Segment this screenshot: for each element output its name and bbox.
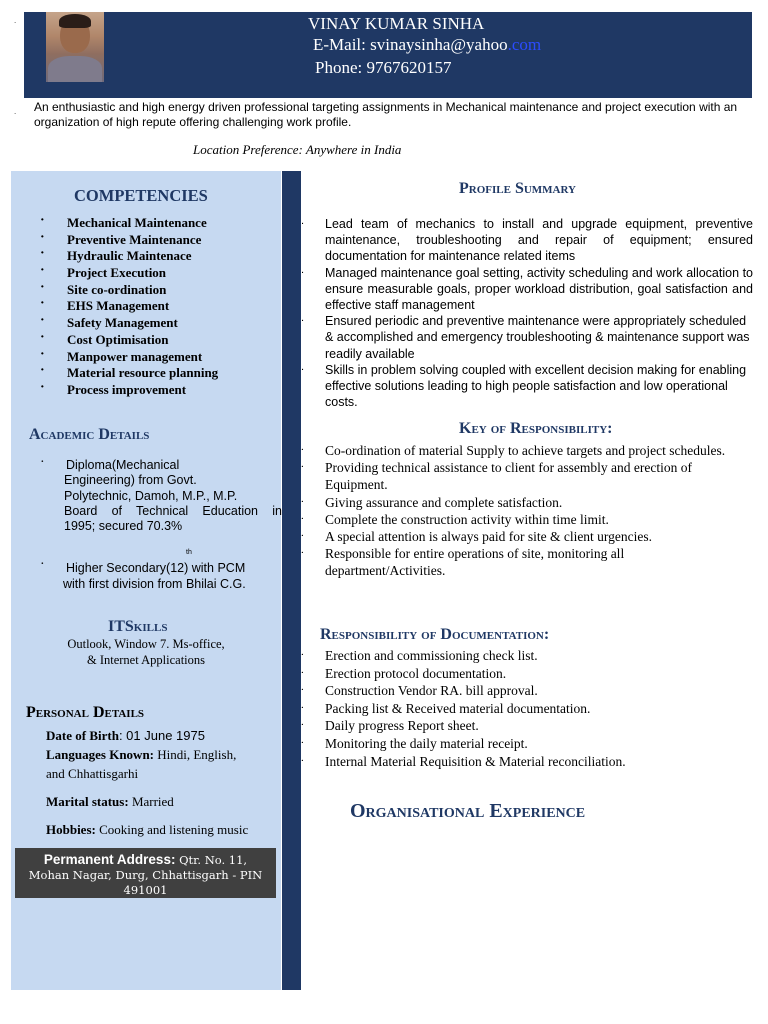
column-divider — [282, 171, 301, 990]
experience-heading: Organisational Experience — [350, 800, 586, 822]
list-item: . Providing technical assistance to client for assembly and erection of Equipment. — [325, 459, 745, 493]
marital-status: Marital status: Married — [46, 794, 174, 809]
list-item: · Mechanical Maintenance — [40, 215, 218, 232]
documentation-heading: Responsibility of Documentation: — [320, 626, 550, 643]
date-of-birth: Date of Birth: 01 June 1975 — [46, 728, 205, 743]
documentation-list — [325, 647, 753, 770]
header-banner — [24, 12, 752, 98]
hobbies: Hobbies: Cooking and listening music — [46, 822, 249, 837]
list-item: · Safety Management — [40, 315, 218, 332]
competencies-list — [40, 215, 218, 399]
location-preference: Location Preference: Anywhere in India — [193, 142, 402, 157]
diploma-line: Board of Technical Education in — [64, 504, 282, 518]
list-item: · Project Execution — [40, 265, 218, 282]
profile-photo — [46, 12, 104, 82]
email-line — [313, 35, 541, 55]
higher-secondary-line: Higher Secondary(12) with PCM — [66, 561, 246, 575]
list-item: . Packing list & Received material documentation. — [325, 700, 753, 718]
list-item: · Site co-ordination — [40, 282, 218, 299]
list-item: · EHS Management — [40, 298, 218, 315]
address-line: Mohan Nagar, Durg, Chhattisgarh - PIN — [28, 868, 263, 882]
list-item: . Skills in problem solving coupled with excellent decision making for enabling effective solutions leading to high people satisfaction and low operational costs. — [325, 362, 753, 411]
email-domain-link[interactable]: .com — [507, 35, 542, 54]
candidate-name: VINAY KUMAR SINHA — [308, 14, 485, 33]
competencies-heading: COMPETENCIES — [74, 186, 208, 205]
list-item: . Ensured periodic and preventive maintenance were appropriately scheduled & accomplished and emergency troubleshooting & maintenance support was readily available — [325, 313, 753, 362]
diploma-line: Engineering) from Govt. — [64, 473, 197, 487]
list-item: . Complete the construction activity within time limit. — [325, 511, 745, 528]
email-text: E-Mail: svinaysinha@yahoo — [313, 35, 508, 54]
diploma-line: 1995; secured 70.3% — [64, 519, 183, 533]
address-line: Permanent Address: Qtr. No. 11, — [43, 852, 248, 867]
personal-heading: Personal Details — [26, 704, 145, 721]
languages-known-cont: and Chhattisgarhi — [46, 766, 139, 781]
phone-line: Phone: 9767620157 — [315, 58, 452, 77]
list-item: . Giving assurance and complete satisfaction. — [325, 494, 745, 511]
list-item: . Responsible for entire operations of site, monitoring all department/Activities. — [325, 545, 745, 579]
list-item: . Monitoring the daily material receipt. — [325, 735, 753, 753]
academic-heading: Academic Details — [29, 426, 150, 443]
permanent-address-box — [15, 848, 276, 898]
it-skills-line: & Internet Applications — [86, 653, 206, 667]
list-item: · Preventive Maintenance — [40, 232, 218, 249]
list-item: . Construction Vendor RA. bill approval. — [325, 682, 753, 700]
margin-dot: . — [14, 107, 17, 116]
list-item: · Process improvement — [40, 382, 218, 399]
list-item: . Managed maintenance goal setting, activity scheduling and work allocation to ensure measurable goals, proper workload distribution, goal satisfaction and effective staff management — [325, 265, 753, 314]
margin-dot: . — [14, 16, 17, 25]
list-item: . Daily progress Report sheet. — [325, 717, 753, 735]
list-item: . A special attention is always paid for site & client urgencies. — [325, 528, 745, 545]
list-item: · Material resource planning — [40, 365, 218, 382]
list-item: . Internal Material Requisition & Material reconciliation. — [325, 753, 753, 771]
bullet-icon: · — [40, 455, 45, 470]
address-line: 491001 — [123, 883, 168, 897]
diploma-line: Polytechnic, Damoh, M.P., M.P. — [64, 489, 238, 503]
profile-summary-heading: Profile Summary — [459, 180, 576, 197]
list-item: · Cost Optimisation — [40, 332, 218, 349]
list-item: · Manpower management — [40, 349, 218, 366]
superscript: th — [186, 549, 192, 556]
career-objective: An enthusiastic and high energy driven professional targeting assignments in Mechanical maintenance and project execution with an organization of high repute offering challenging work profile. — [34, 100, 738, 129]
bullet-icon: · — [40, 557, 45, 572]
languages-known: Languages Known: Hindi, English, — [46, 747, 237, 762]
list-item: . Erection and commissioning check list. — [325, 647, 753, 665]
responsibility-list — [325, 442, 745, 580]
list-item: . Co-ordination of material Supply to achieve targets and project schedules. — [325, 442, 745, 459]
it-skills-line: Outlook, Window 7. Ms-office, — [67, 637, 225, 651]
profile-summary-list — [325, 216, 753, 410]
key-responsibility-heading: Key of Responsibility: — [459, 420, 613, 437]
list-item: . Lead team of mechanics to install and upgrade equipment, preventive maintenance, troubleshooting and repair of equipment; ensured documentation for maintenance related items — [325, 216, 753, 265]
diploma-line: Diploma(Mechanical — [66, 458, 180, 472]
higher-secondary-line: with first division from Bhilai C.G. — [63, 577, 246, 591]
list-item: · Hydraulic Maintenace — [40, 248, 218, 265]
it-skills-heading: ITSkills — [108, 618, 168, 635]
list-item: . Erection protocol documentation. — [325, 665, 753, 683]
